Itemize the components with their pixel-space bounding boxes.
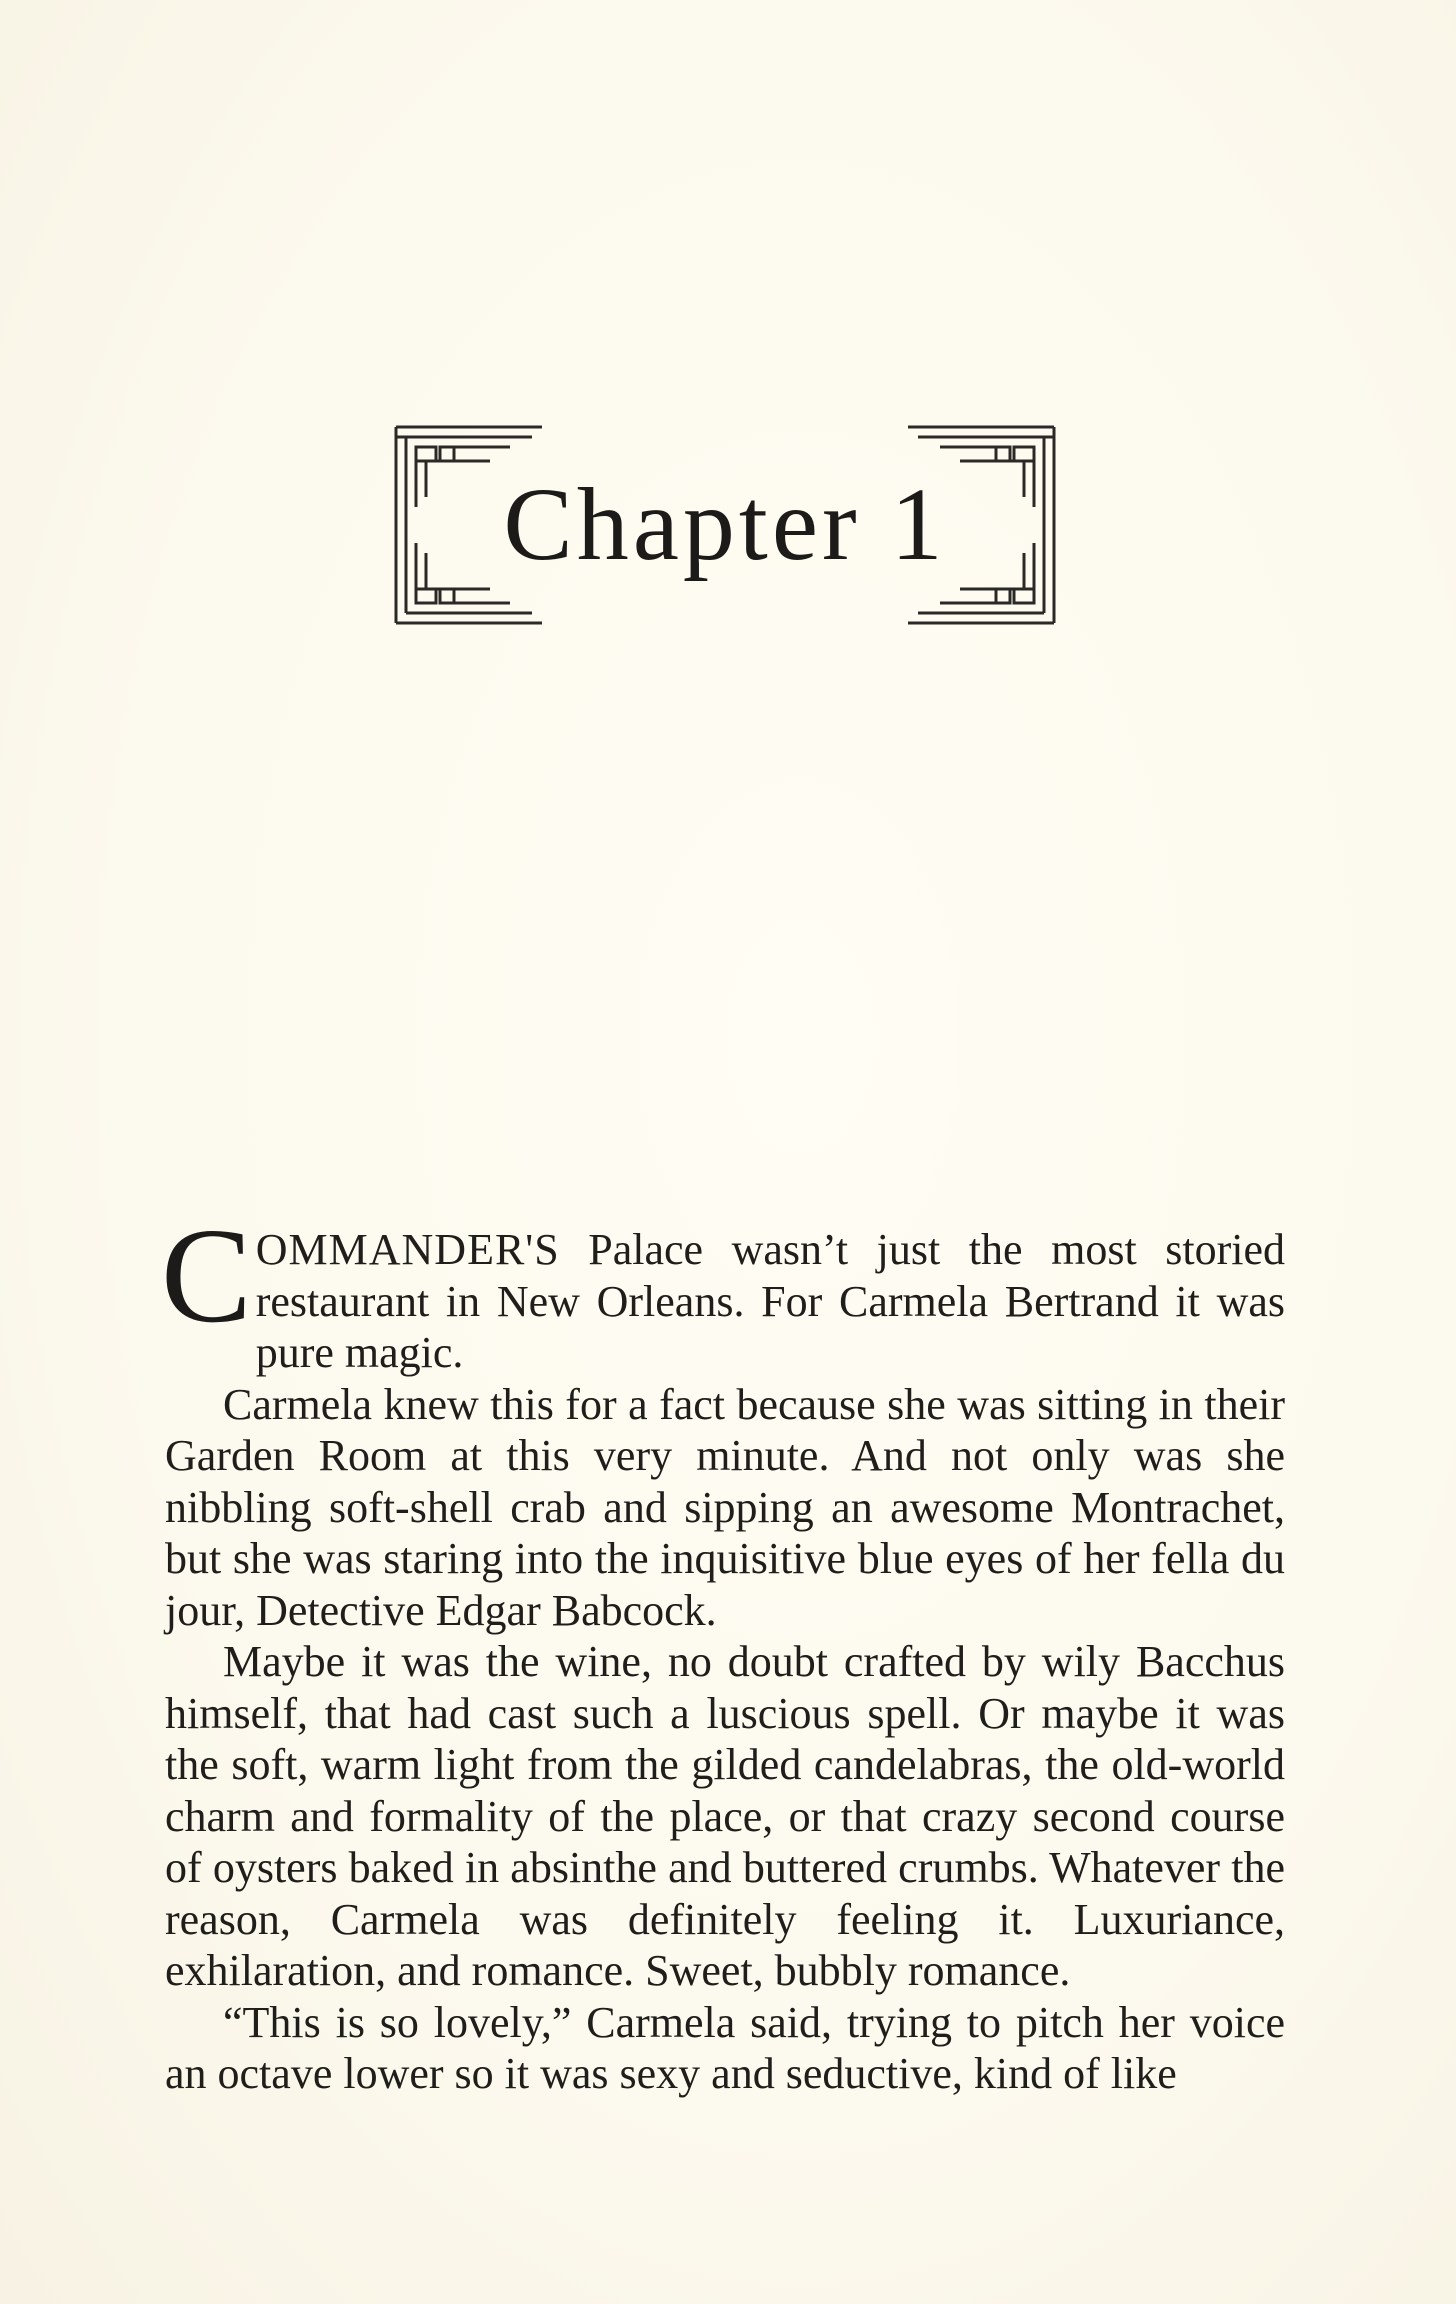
opening-paragraph <box>161 1201 1285 1379</box>
chapter-body-text <box>161 1201 1285 2100</box>
chapter-heading <box>390 415 1060 635</box>
drop-cap: C <box>161 1201 252 1351</box>
paragraph: “This is so lovely,” Carmela said, trying to pitch her voice an octave lower so it was sexy and seductive, kind of like <box>165 1997 1285 2098</box>
paragraph: Maybe it was the wine, no doubt crafted by wily Bacchus himself, that had cast such a luscious spell. Or maybe it was the soft, warm light from the gilded candelabras, the old-world charm and formality of the place, or that crazy second course of oysters baked in absinthe and buttered crumbs. Whatever the reason, Carmela was definitely feeling it. Luxuriance, exhilaration, and romance. Sweet, bubbly romance. <box>165 1637 1285 1995</box>
chapter-title: Chapter 1 <box>503 467 947 582</box>
opening-smallcaps: OMMANDER'S <box>255 1225 560 1274</box>
paragraph: Carmela knew this for a fact because she was sitting in their Garden Room at this very minute. And not only was she nibbling soft-shell crab and sipping an awesome Montrachet, but she was staring into the inquisitive blue eyes of her fella du jour, Detective Edgar Babcock. <box>165 1379 1285 1635</box>
opening-text: Palace wasn’t just the most storied restaurant in New Orleans. For Carmela Bertrand it was pure magic. <box>255 1225 1285 1377</box>
